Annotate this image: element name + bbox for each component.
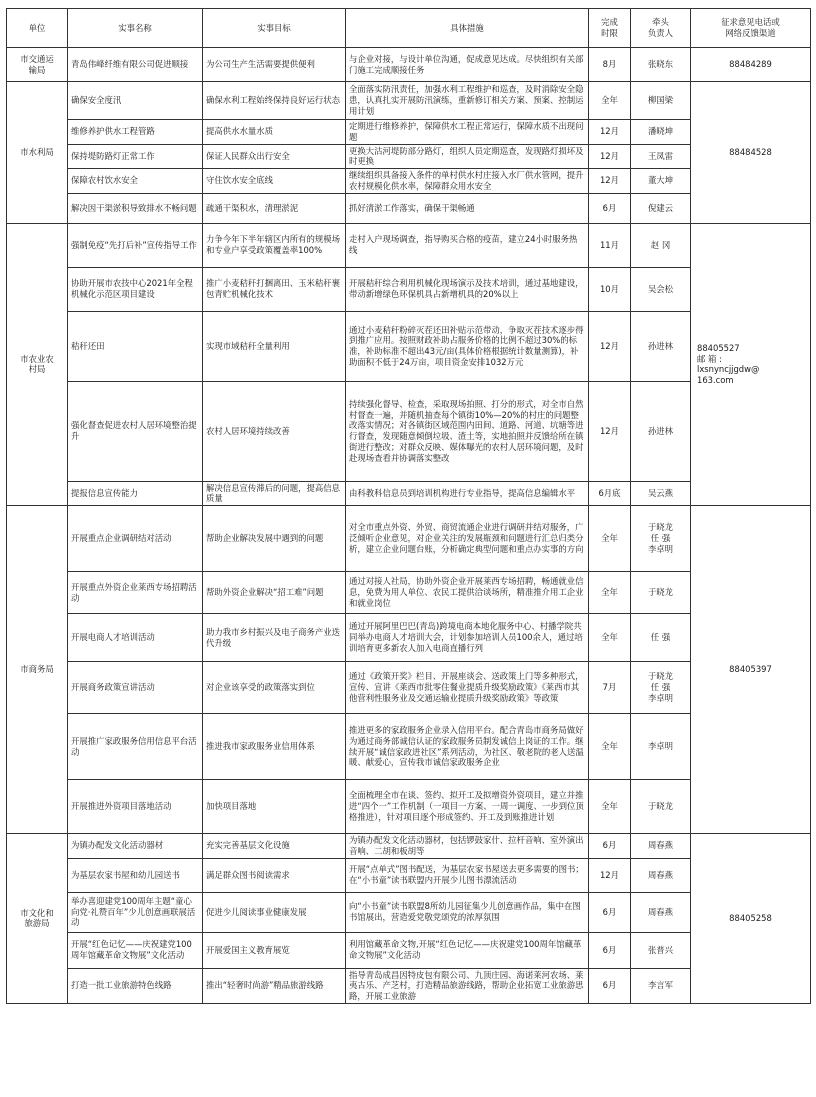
table-row	[7, 223, 811, 267]
item-measures: 全面梳理全市在谈、签约、拟开工及拟增资外资项目，建立并推进“四个一”工作机制（一项目一方案、一周一调度、一步到位顶格推进），针对项目逐个形成签约、开工及到账推进计划	[346, 780, 589, 834]
item-deadline: 全年	[589, 780, 631, 834]
table-row	[7, 892, 811, 932]
department-unit: 市水利局	[7, 82, 68, 224]
table-row	[7, 834, 811, 859]
item-deadline: 11月	[589, 223, 631, 267]
item-name: 协助开展市农技中心2021年全程机械化示范区项目建设	[68, 267, 203, 311]
table-row	[7, 311, 811, 381]
practical-affairs-table	[6, 8, 811, 1004]
item-measures: 通过《政策开奖》栏目、开展座谈会、送政策上门等多种形式，宣传、宣讲《莱西市批零住餐业提质升级奖励政策》《莱西市其他营利性服务业及交通运输业提质升级奖励政策》等政策	[346, 662, 589, 714]
item-name: 强化督查促进农村人居环境整治提升	[68, 381, 203, 481]
table-row	[7, 662, 811, 714]
item-goal: 推出“轻奢时尚游”精品旅游线路	[203, 968, 346, 1003]
item-name: 秸秆还田	[68, 311, 203, 381]
item-deadline: 12月	[589, 858, 631, 892]
item-measures: 通过小麦秸秆粉碎灭茬还田补贴示范带动，争取灭茬技术逐步得到推广应用。按照财政补助占服务价格的比例不超过30%的标准，补助标准不超出43元/亩(具体价格根据统计数量测算)，补助面积不低于24万亩，项目资金安排1032万元	[346, 311, 589, 381]
item-measures: 对全市重点外资、外贸、商贸流通企业进行调研并结对服务，广泛倾听企业意见，对企业关注的发展瓶颈和问题进行汇总归类分析，建立企业问题台账，分析确定典型问题和重点办实事的方向	[346, 506, 589, 572]
department-contact: 88484528	[691, 82, 811, 224]
item-goal: 帮助外资企业解决“招工难”问题	[203, 572, 346, 614]
item-measures: 由科教科信息员到培训机构进行专业指导，提高信息编辑水平	[346, 481, 589, 506]
item-name: 提报信息宣传能力	[68, 481, 203, 506]
item-name: 开展推广家政服务信用信息平台活动	[68, 714, 203, 780]
item-measures: 利用馆藏革命文物,开展“红色记忆——庆祝建党100周年馆藏革命文物展”文化活动	[346, 932, 589, 968]
item-goal: 解决信息宣传滞后的问题，提高信息质量	[203, 481, 346, 506]
item-deadline: 全年	[589, 614, 631, 662]
item-name: 强制免疫“先打后补”宣传指导工作	[68, 223, 203, 267]
item-goal: 帮助企业解决发展中遇到的问题	[203, 506, 346, 572]
item-measures: 全面落实防汛责任，加强水利工程维护和巡查，及时消除安全隐患，认真扎实开展防汛演练，重新修订相关方案、预案、控制运用计划	[346, 82, 589, 120]
table-row	[7, 82, 811, 120]
item-leader: 张晓东	[631, 48, 691, 82]
item-goal: 加快项目落地	[203, 780, 346, 834]
item-leader: 周春燕	[631, 834, 691, 859]
department-unit: 市交通运 输局	[7, 48, 68, 82]
item-leader: 任 强	[631, 614, 691, 662]
item-measures: 开展秸秆综合利用机械化现场演示及技术培训，通过基地建设，带动新增绿色环保机具占新增机具的20%以上	[346, 267, 589, 311]
item-leader: 于晓龙	[631, 572, 691, 614]
table-row	[7, 506, 811, 572]
item-deadline: 6月底	[589, 481, 631, 506]
item-leader: 张普兴	[631, 932, 691, 968]
table-row	[7, 381, 811, 481]
item-name: 为基层农家书屋和幼儿园送书	[68, 858, 203, 892]
item-name: 维修养护供水工程管路	[68, 120, 203, 145]
department-unit: 市农业农 村局	[7, 223, 68, 506]
item-leader: 孙进林	[631, 381, 691, 481]
department-contact: 88405397	[691, 506, 811, 834]
header-goal: 实事目标	[203, 9, 346, 48]
item-measures: 持续强化督导、检查，采取现场拍照、打分的形式，对全市自然村督查一遍，并随机抽查每个镇街10%—20%的村庄的问题整改落实情况；对各镇街区域范围内田间、道路、河道、坑塘等进行督查，发现随意倾倒垃圾、渣土等，实地拍照并反馈给所在镇街进行整改；对群众反映、媒体曝光的农村人居环境问题，及时赴现场查看并协调落实整改	[346, 381, 589, 481]
item-goal: 满足群众图书阅读需求	[203, 858, 346, 892]
item-leader: 潘晓坤	[631, 120, 691, 145]
item-measures: 定期进行维修养护，保障供水工程正常运行，保障水质不出现问题	[346, 120, 589, 145]
item-leader: 于晓龙 任 强 李卓明	[631, 506, 691, 572]
table-row	[7, 193, 811, 223]
item-leader: 吴云燕	[631, 481, 691, 506]
item-leader: 董大坤	[631, 169, 691, 194]
item-deadline: 6月	[589, 892, 631, 932]
department-contact: 88405258	[691, 834, 811, 1004]
header-leader: 牵头 负责人	[631, 9, 691, 48]
header-unit: 单位	[7, 9, 68, 48]
item-measures: 与企业对接，与设计单位沟通，促成意见达成。尽快组织有关部门施工完成顺接任务	[346, 48, 589, 82]
item-goal: 促进少儿阅读事业健康发展	[203, 892, 346, 932]
item-deadline: 12月	[589, 381, 631, 481]
item-goal: 推广小麦秸秆打捆离田、玉米秸秆裹包青贮机械化技术	[203, 267, 346, 311]
item-deadline: 全年	[589, 714, 631, 780]
item-goal: 实现市域秸秆全量利用	[203, 311, 346, 381]
item-name: 开展“红色记忆——庆祝建党100周年馆藏革命文物展”文化活动	[68, 932, 203, 968]
table-row	[7, 120, 811, 145]
item-deadline: 12月	[589, 311, 631, 381]
item-leader: 吴会松	[631, 267, 691, 311]
department-contact: 88484289	[691, 48, 811, 82]
item-deadline: 12月	[589, 120, 631, 145]
item-measures: 向“小书童”读书联盟8所幼儿园征集少儿创意画作品，集中在图书馆展出，营造爱党敬党颂党的浓厚氛围	[346, 892, 589, 932]
item-measures: 推进更多的家政服务企业录入信用平台。配合青岛市商务局做好为通过商务部诚信认证的家政服务员制发诚信上岗证的工作。继续开展“诚信家政进社区”系列活动，为社区、敬老院的老人送温暖、献爱心，宣传我市诚信家政服务企业	[346, 714, 589, 780]
table-row	[7, 572, 811, 614]
department-unit: 市商务局	[7, 506, 68, 834]
item-goal: 为公司生产生活需要提供便利	[203, 48, 346, 82]
table-row	[7, 267, 811, 311]
header-measures: 具体措施	[346, 9, 589, 48]
item-deadline: 12月	[589, 169, 631, 194]
item-goal: 确保水利工程始终保持良好运行状态	[203, 82, 346, 120]
item-goal: 保证人民群众出行安全	[203, 144, 346, 169]
item-name: 打造一批工业旅游特色线路	[68, 968, 203, 1003]
item-measures: 通过对接人社局，协助外资企业开展莱西专场招聘，畅通就业信息，免费为用人单位、农民工提供洽谈场所，精准推介用工企业和就业岗位	[346, 572, 589, 614]
table-row	[7, 714, 811, 780]
item-name: 解决因干渠淤积导致排水不畅问题	[68, 193, 203, 223]
item-name: 举办喜迎建党100周年主题“童心向党·礼赞百年”少儿创意画联展活动	[68, 892, 203, 932]
item-name: 保持堤防路灯正常工作	[68, 144, 203, 169]
item-leader: 于晓龙 任 强 李卓明	[631, 662, 691, 714]
table-row	[7, 780, 811, 834]
item-deadline: 7月	[589, 662, 631, 714]
table-body	[7, 48, 811, 1004]
item-deadline: 6月	[589, 932, 631, 968]
item-deadline: 全年	[589, 506, 631, 572]
table-row	[7, 614, 811, 662]
table-row	[7, 932, 811, 968]
item-name: 开展商务政策宣讲活动	[68, 662, 203, 714]
item-measures: 更换大沽河堤防部分路灯，组织人员定期巡查，发现路灯损坏及时更换	[346, 144, 589, 169]
item-deadline: 8月	[589, 48, 631, 82]
item-leader: 孙进林	[631, 311, 691, 381]
item-leader: 王凤雷	[631, 144, 691, 169]
item-leader: 李言军	[631, 968, 691, 1003]
item-leader: 倪建云	[631, 193, 691, 223]
item-goal: 农村人居环境持续改善	[203, 381, 346, 481]
item-leader: 柳国梁	[631, 82, 691, 120]
header-deadline: 完成 时限	[589, 9, 631, 48]
item-deadline: 6月	[589, 834, 631, 859]
item-leader: 周春燕	[631, 858, 691, 892]
item-deadline: 6月	[589, 193, 631, 223]
item-deadline: 12月	[589, 144, 631, 169]
item-deadline: 10月	[589, 267, 631, 311]
item-goal: 提高供水水量水质	[203, 120, 346, 145]
item-measures: 指导青岛成昌因特皮包有限公司、九顶庄园、海诺莱河农场、莱夷古乐、产芝村，打造精品旅游线路，帮助企业拓宽工业旅游思路，开展工业旅游	[346, 968, 589, 1003]
item-measures: 通过开展阿里巴巴(青岛)跨境电商本地化服务中心、村播学院共同举办电商人才培训大会，计划参加培训人员100余人，通过培训培育更多新农人加入电商直播行列	[346, 614, 589, 662]
item-name: 为镇办配发文化活动器材	[68, 834, 203, 859]
item-measures: 继续组织具备接入条件的单村供水村庄接入水厂供水管网，提升农村规模化供水率，保障群众用水安全	[346, 169, 589, 194]
item-name: 开展电商人才培训活动	[68, 614, 203, 662]
department-contact: 88405527 邮 箱 : lxsnyncjjgdw@ 163.com	[691, 223, 811, 506]
item-measures: 为镇办配发文化活动器材，包括锣鼓家什、拉杆音响、室外演出音响、二胡和板胡等	[346, 834, 589, 859]
table-row	[7, 858, 811, 892]
table-row	[7, 48, 811, 82]
item-name: 确保安全度汛	[68, 82, 203, 120]
department-unit: 市文化和 旅游局	[7, 834, 68, 1004]
table-row	[7, 144, 811, 169]
item-name: 开展推进外资项目落地活动	[68, 780, 203, 834]
item-leader: 李卓明	[631, 714, 691, 780]
item-deadline: 全年	[589, 82, 631, 120]
item-goal: 充实完善基层文化设施	[203, 834, 346, 859]
table-row	[7, 169, 811, 194]
item-goal: 开展爱国主义教育展览	[203, 932, 346, 968]
item-goal: 力争今年下半年辖区内所有的规模场和专业户享受政策覆盖率100%	[203, 223, 346, 267]
table-row	[7, 481, 811, 506]
item-leader: 周春燕	[631, 892, 691, 932]
item-goal: 推进我市家政服务业信用体系	[203, 714, 346, 780]
header-item-name: 实事名称	[68, 9, 203, 48]
item-goal: 疏通干渠积水，清理淤泥	[203, 193, 346, 223]
item-leader: 于晓龙	[631, 780, 691, 834]
item-leader: 赵 冈	[631, 223, 691, 267]
table-row	[7, 968, 811, 1003]
item-measures: 开展“点单式”图书配送，为基层农家书屋送去更多需要的图书；在“小书童”读书联盟内开展少儿图书漂流活动	[346, 858, 589, 892]
item-deadline: 6月	[589, 968, 631, 1003]
item-goal: 助力我市乡村振兴及电子商务产业迭代升级	[203, 614, 346, 662]
item-measures: 抓好清淤工作落实，确保干渠畅通	[346, 193, 589, 223]
item-goal: 对企业该享受的政策落实到位	[203, 662, 346, 714]
item-name: 开展重点外资企业莱西专场招聘活动	[68, 572, 203, 614]
item-name: 青岛伟峰纤维有限公司促进顺接	[68, 48, 203, 82]
item-goal: 守住饮水安全底线	[203, 169, 346, 194]
item-name: 保障农村饮水安全	[68, 169, 203, 194]
document-page	[6, 8, 810, 1004]
item-deadline: 全年	[589, 572, 631, 614]
item-measures: 走村入户现场调查，指导购买合格的疫苗，建立24小时服务热线	[346, 223, 589, 267]
table-header-row	[7, 9, 811, 48]
item-name: 开展重点企业调研结对活动	[68, 506, 203, 572]
header-contact: 征求意见电话或 网络反馈渠道	[691, 9, 811, 48]
